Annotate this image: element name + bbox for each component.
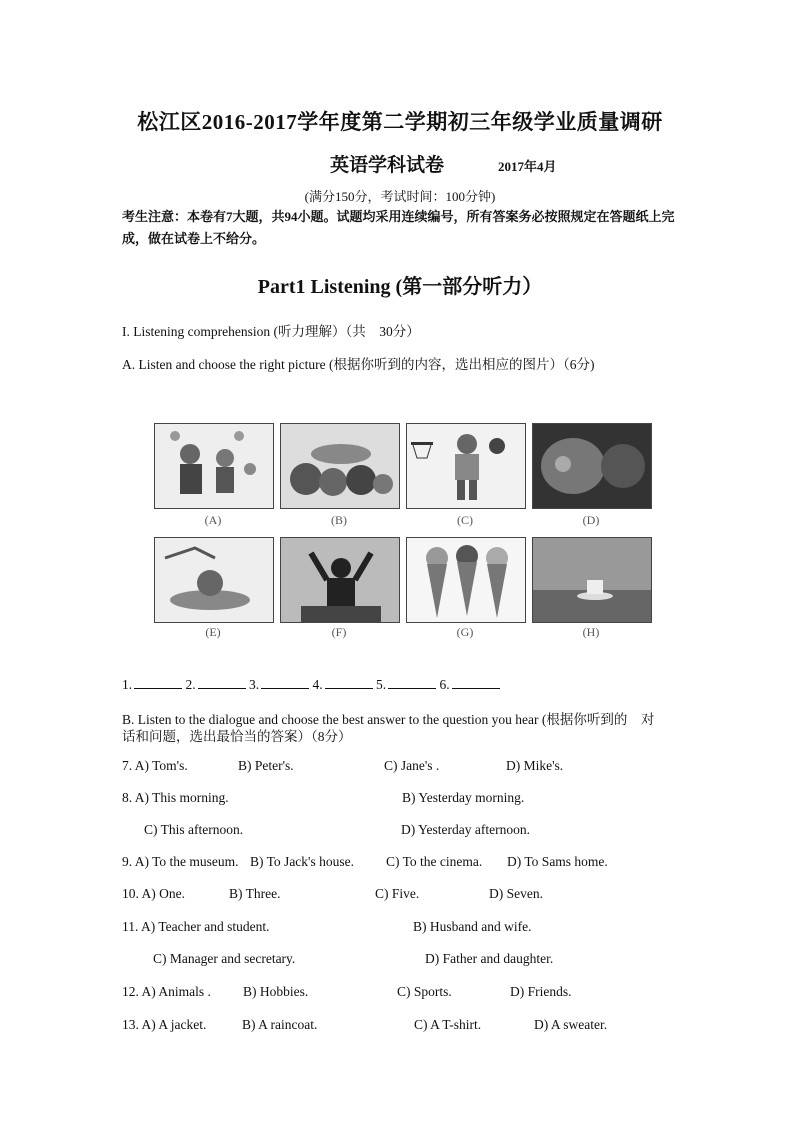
- section-a-heading: A. Listen and choose the right picture (根据你听到的内容，选出相应的图片）（6分): [122, 357, 595, 372]
- blank-label: 3.: [249, 677, 260, 692]
- picture-caption: (G): [456, 625, 474, 639]
- exam-subject-title: 英语学科试卷: [330, 155, 445, 176]
- picture-caption: (D): [582, 513, 600, 527]
- fruit-picture: [280, 423, 400, 509]
- picture-caption: (A): [204, 513, 222, 527]
- answer-blank[interactable]: [452, 676, 500, 689]
- q7-option-d: D) Mike's.: [506, 758, 564, 773]
- candidate-notice: 考生注意：本卷有7大题，共94小题。试题均采用连续编号，所有答案务必按照规定在答题纸上完成，做在试卷上不给分。: [122, 209, 675, 246]
- q13-option-d: D) A sweater.: [534, 1017, 608, 1032]
- ice-cream-picture: [406, 537, 526, 623]
- blank-label: 4.: [312, 677, 323, 692]
- answer-blank[interactable]: [198, 676, 246, 689]
- picture-caption: (B): [331, 513, 347, 527]
- q8-option-b: B) Yesterday morning.: [402, 790, 525, 805]
- q7-option-a: 7. A) Tom's.: [122, 758, 188, 773]
- exam-title: 松江区2016-2017学年度第二学期初三年级学业质量调研: [137, 110, 663, 134]
- answer-blanks: [122, 676, 500, 693]
- q10-option-a: 10. A) One.: [122, 886, 185, 901]
- q13-option-b: B) A raincoat.: [242, 1017, 318, 1032]
- q9-option-b: B) To Jack's house.: [250, 854, 354, 869]
- q12-option-c: C) Sports.: [397, 984, 452, 999]
- blank-label: 6.: [439, 677, 450, 692]
- q7-option-b: B) Peter's.: [238, 758, 294, 773]
- q12-option-b: B) Hobbies.: [243, 984, 309, 999]
- picture-caption: (H): [582, 625, 600, 639]
- answer-blank[interactable]: [325, 676, 373, 689]
- answer-blank[interactable]: [388, 676, 436, 689]
- q8-option-c: C) This afternoon.: [144, 822, 244, 837]
- section-b-heading: B. Listen to the dialogue and choose the best answer to the question you hear (根据你听到的 对: [122, 712, 655, 727]
- q11-option-d: D) Father and daughter.: [425, 951, 554, 966]
- blank-label: 1.: [122, 677, 133, 692]
- answer-blank[interactable]: [261, 676, 309, 689]
- exam-date: 2017年4月: [498, 159, 557, 174]
- score-and-time: (满分150分，考试时间：100分钟): [304, 189, 496, 204]
- q13-option-a: 13. A) A jacket.: [122, 1017, 207, 1032]
- q8-option-a: 8. A) This morning.: [122, 790, 229, 805]
- q10-option-b: B) Three.: [229, 886, 281, 901]
- q11-option-c: C) Manager and secretary.: [153, 951, 296, 966]
- section-b-heading-cont: 话和问题，选出最恰当的答案）（8分）: [122, 729, 352, 744]
- picture-caption: (C): [457, 513, 473, 527]
- cheering-crowd-picture: [280, 537, 400, 623]
- part-title: Part1 Listening (第一部分听力）: [257, 276, 543, 298]
- picture-caption: (F): [331, 625, 347, 639]
- q13-option-c: C) A T-shirt.: [414, 1017, 482, 1032]
- q7-option-c: C) Jane's .: [384, 758, 440, 773]
- q10-option-c: C) Five.: [375, 886, 420, 901]
- q8-option-d: D) Yesterday afternoon.: [401, 822, 530, 837]
- q11-option-b: B) Husband and wife.: [413, 919, 532, 934]
- section-heading: I. Listening comprehension (听力理解）（共 30分）: [122, 324, 420, 339]
- watching-tv-picture: [532, 423, 652, 509]
- basketball-player-picture: [406, 423, 526, 509]
- picture-caption: (E): [205, 625, 221, 639]
- q12-option-a: 12. A) Animals .: [122, 984, 211, 999]
- blank-label: 2.: [185, 677, 196, 692]
- answer-blank[interactable]: [134, 676, 182, 689]
- swimmer-picture: [154, 537, 274, 623]
- q10-option-d: D) Seven.: [489, 886, 543, 901]
- coffee-cup-picture: [532, 537, 652, 623]
- q9-option-d: D) To Sams home.: [507, 854, 608, 869]
- q9-option-c: C) To the cinema.: [386, 854, 483, 869]
- q12-option-d: D) Friends.: [510, 984, 572, 999]
- blank-label: 5.: [376, 677, 387, 692]
- q9-option-a: 9. A) To the museum.: [122, 854, 239, 869]
- q11-option-a: 11. A) Teacher and student.: [122, 919, 270, 934]
- family-celebration-picture: [154, 423, 274, 509]
